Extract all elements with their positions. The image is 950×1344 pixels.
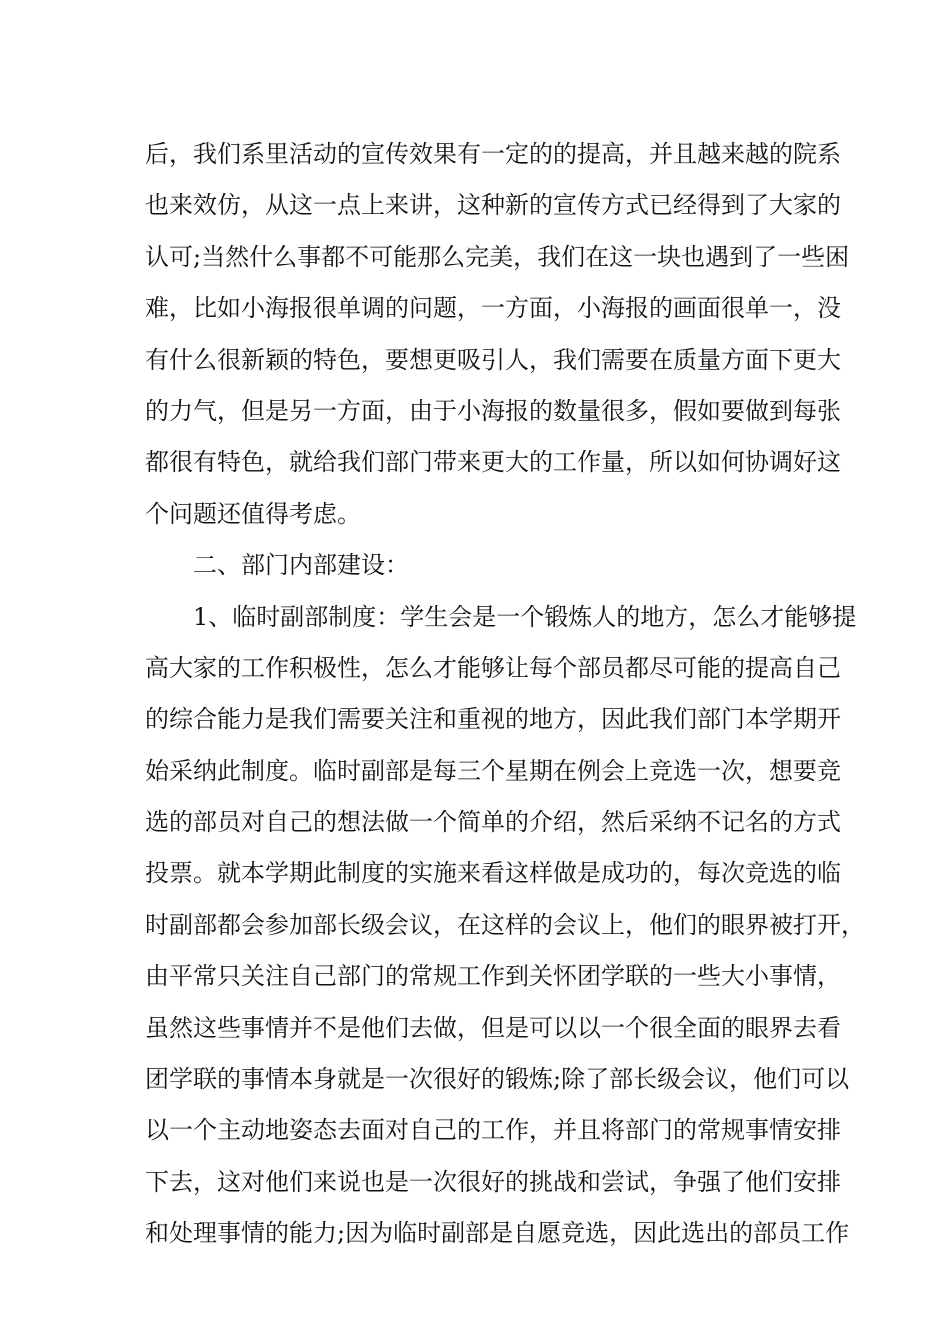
text-line: 1、临时副部制度：学生会是一个锻炼人的地方，怎么才能够提 — [193, 602, 857, 631]
section-heading: 二、部门内部建设： — [193, 551, 409, 580]
text-line: 团学联的事情本身就是一次很好的锻炼;除了部长级会议，他们可以 — [145, 1065, 850, 1094]
text-line: 的力气，但是另一方面，由于小海报的数量很多，假如要做到每张 — [145, 396, 841, 425]
text-line: 下去，这对他们来说也是一次很好的挑战和尝试，争强了他们安排 — [145, 1167, 841, 1196]
text-line: 也来效仿，从这一点上来讲，这种新的宣传方式已经得到了大家的 — [145, 191, 841, 220]
text-line: 和处理事情的能力;因为临时副部是自愿竞选，因此选出的部员工作 — [145, 1219, 850, 1248]
text-line: 高大家的工作积极性，怎么才能够让每个部员都尽可能的提高自己 — [145, 653, 841, 682]
text-line: 投票。就本学期此制度的实施来看这样做是成功的，每次竞选的临 — [145, 859, 841, 888]
text-line: 时副部都会参加部长级会议，在这样的会议上，他们的眼界被打开， — [145, 910, 865, 939]
body-text — [145, 129, 865, 1260]
text-line: 选的部员对自己的想法做一个简单的介绍，然后采纳不记名的方式 — [145, 808, 841, 837]
text-line: 难，比如小海报很单调的问题，一方面，小海报的画面很单一，没 — [145, 294, 841, 323]
text-line: 都很有特色，就给我们部门带来更大的工作量，所以如何协调好这 — [145, 448, 841, 477]
text-line: 认可;当然什么事都不可能那么完美，我们在这一块也遇到了一些困 — [145, 242, 850, 271]
text-line: 个问题还值得考虑。 — [145, 499, 361, 528]
text-line: 虽然这些事情并不是他们去做，但是可以以一个很全面的眼界去看 — [145, 1013, 841, 1042]
text-line: 的综合能力是我们需要关注和重视的地方，因此我们部门本学期开 — [145, 705, 841, 734]
text-line: 有什么很新颖的特色，要想更吸引人，我们需要在质量方面下更大 — [145, 345, 841, 374]
text-line: 以一个主动地姿态去面对自己的工作，并且将部门的常规事情安排 — [145, 1116, 841, 1145]
text-line: 后，我们系里活动的宣传效果有一定的的提高，并且越来越的院系 — [145, 140, 841, 168]
text-line: 始采纳此制度。临时副部是每三个星期在例会上竞选一次，想要竞 — [145, 756, 841, 785]
text-line: 由平常只关注自己部门的常规工作到关怀团学联的一些大小事情， — [145, 962, 841, 991]
